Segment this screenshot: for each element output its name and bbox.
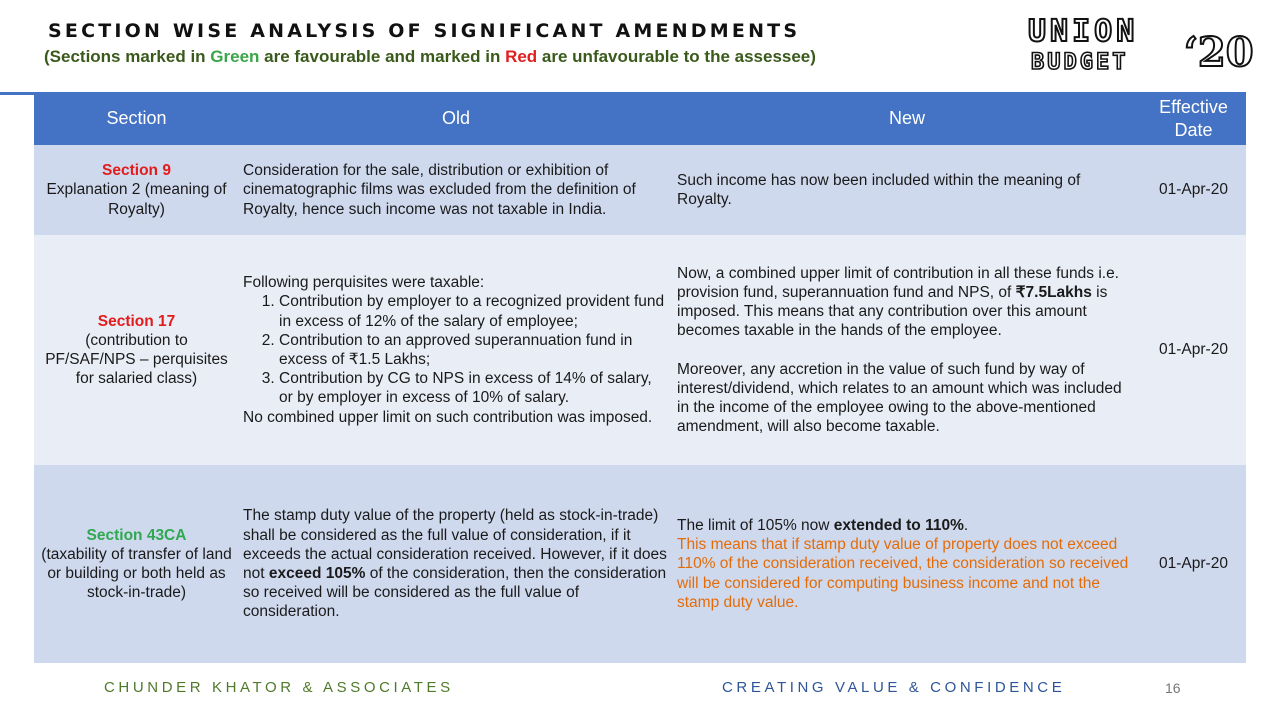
new-highlight-text: This means that if stamp duty value of property does not exceed 110% of the consideration received, the consideration so received will be considered for computing business income and not the stamp duty value.: [677, 536, 1129, 611]
new-paragraph-2: Moreover, any accretion in the value of such fund by way of interest/dividend, which relates to an amount which was included in the income of the employee owing to the above-mentioned amendment, will also become taxable.: [677, 360, 1122, 436]
new-cell: [673, 465, 1141, 663]
table-header-row: [34, 92, 1246, 145]
header-section: Section: [34, 92, 239, 145]
old-bold: exceed 105%: [268, 565, 366, 582]
new-text: Now, a combined upper limit of contribution in all these funds i.e. provision fund, superannuation fund and NPS, of: [677, 264, 1119, 301]
old-intro: Following perquisites were taxable:: [243, 274, 485, 292]
old-cell: [239, 235, 673, 465]
header-new: New: [673, 92, 1141, 145]
list-item: 1. Contribution by employer to a recognized provident fund in excess of 12% of the salary of employee;: [279, 292, 669, 330]
old-text: The stamp duty value of the property (held as stock-in-trade) shall be considered as the full value of consideration, if it exceeds the actual consideration received. However, if it does not: [243, 507, 667, 582]
section-name: Section 9: [102, 162, 171, 180]
subtitle-part-3: are unfavourable to the assessee): [537, 47, 816, 66]
paragraph-spacer: [677, 341, 1137, 360]
subtitle-green-word: Green: [210, 47, 260, 66]
logo-line-union: UNION: [1028, 14, 1139, 49]
old-cell: [239, 465, 673, 663]
perquisites-list: [243, 292, 669, 407]
footer-tagline: CREATING VALUE & CONFIDENCE: [722, 679, 1066, 696]
section-description: Explanation 2 (meaning of Royalty): [46, 181, 227, 218]
logo-line-budget: BUDGET: [1031, 50, 1129, 75]
new-bold-limit: ₹7.5Lakhs: [1015, 283, 1092, 301]
section-name: Section 17: [97, 312, 176, 330]
table-row: [34, 235, 1246, 465]
new-text: is imposed. This means that any contribution over this amount becomes taxable in the hands of the employee.: [677, 283, 1108, 340]
section-cell: [34, 235, 239, 465]
new-text: The limit of 105% now: [677, 516, 834, 534]
new-paragraph-1: [677, 264, 1137, 341]
new-bold: extended to 110%: [833, 516, 964, 534]
old-text: of the consideration, then the consideration so received will be considered as the full value of consideration.: [243, 565, 667, 621]
footer-firm-name: CHUNDER KHATOR & ASSOCIATES: [104, 679, 454, 696]
page-number: 16: [1165, 680, 1181, 696]
old-outro: No combined upper limit on such contribution was imposed.: [243, 408, 653, 426]
slide-title: SECTION WISE ANALYSIS OF SIGNIFICANT AMENDMENTS: [48, 20, 801, 42]
new-cell: [673, 235, 1141, 465]
slide-subtitle: [44, 47, 816, 67]
old-cell: Consideration for the sale, distribution or exhibition of cinematographic films was excluded from the definition of Royalty, hence such income was not taxable in India.: [239, 145, 673, 235]
union-budget-logo: [1028, 16, 1268, 76]
list-item: 2. Contribution to an approved superannuation fund in excess of ₹1.5 Lakhs;: [279, 331, 669, 369]
new-cell: Such income has now been included within the meaning of Royalty.: [673, 145, 1141, 235]
new-text: .: [963, 516, 969, 534]
new-paragraph-1: [677, 516, 1137, 535]
effective-date-cell: 01-Apr-20: [1141, 465, 1246, 663]
list-item: 3. Contribution by CG to NPS in excess of 14% of salary, or by employer in excess of 10% of salary.: [279, 369, 669, 407]
header-effective-date: Effective Date: [1141, 92, 1246, 145]
section-cell: [34, 145, 239, 235]
section-description: (contribution to PF/SAF/NPS – perquisites for salaried class): [45, 331, 228, 388]
table-row: [34, 145, 1246, 235]
accent-line: [0, 92, 34, 95]
section-name: Section 43CA: [86, 526, 187, 544]
effective-date-cell: 01-Apr-20: [1141, 235, 1246, 465]
section-description: (taxability of transfer of land or building or both held as stock-in-trade): [41, 545, 232, 602]
subtitle-part-1: (Sections marked in: [44, 47, 211, 66]
header-old: Old: [239, 92, 673, 145]
subtitle-part-2: are favourable and marked in: [259, 47, 506, 66]
section-cell: [34, 465, 239, 663]
subtitle-red-word: Red: [505, 47, 538, 66]
table-row: [34, 465, 1246, 663]
amendments-table: [34, 92, 1246, 663]
logo-year: ‘20: [1184, 29, 1254, 76]
effective-date-cell: 01-Apr-20: [1141, 145, 1246, 235]
